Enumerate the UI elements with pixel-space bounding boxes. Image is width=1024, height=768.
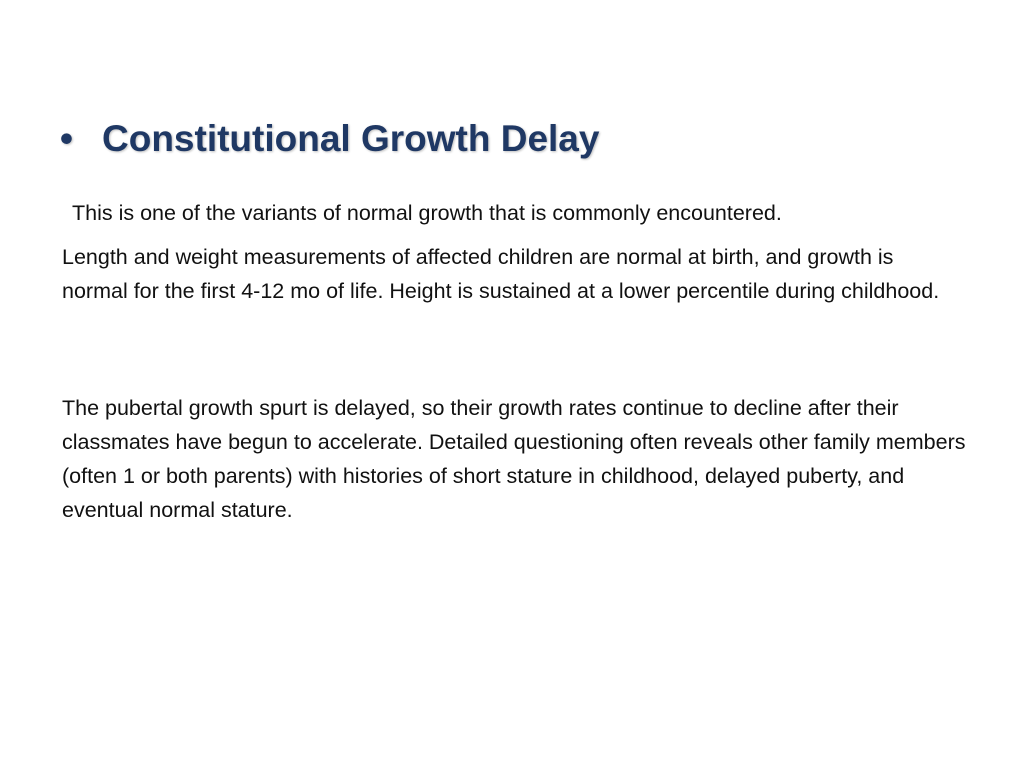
- slide-title: Constitutional Growth Delay: [102, 118, 600, 159]
- paragraph-birth-measurements: Length and weight measurements of affected children are normal at birth, and growth is normal for the first 4-12 mo of life. Height is sustained at a lower percentile during childhood.: [62, 245, 940, 303]
- heading-row: [60, 118, 599, 160]
- paragraph-pubertal-growth: The pubertal growth spurt is delayed, so their growth rates continue to decline after their classmates have begun to accelerate. Detailed questioning often reveals other family members (often 1 or both parents) with histories of short stature in childhood, delayed puberty, and eventual normal stature.: [62, 396, 966, 522]
- paragraph-intro: This is one of the variants of normal growth that is commonly encountered.: [72, 201, 782, 225]
- bullet-marker: •: [60, 118, 73, 159]
